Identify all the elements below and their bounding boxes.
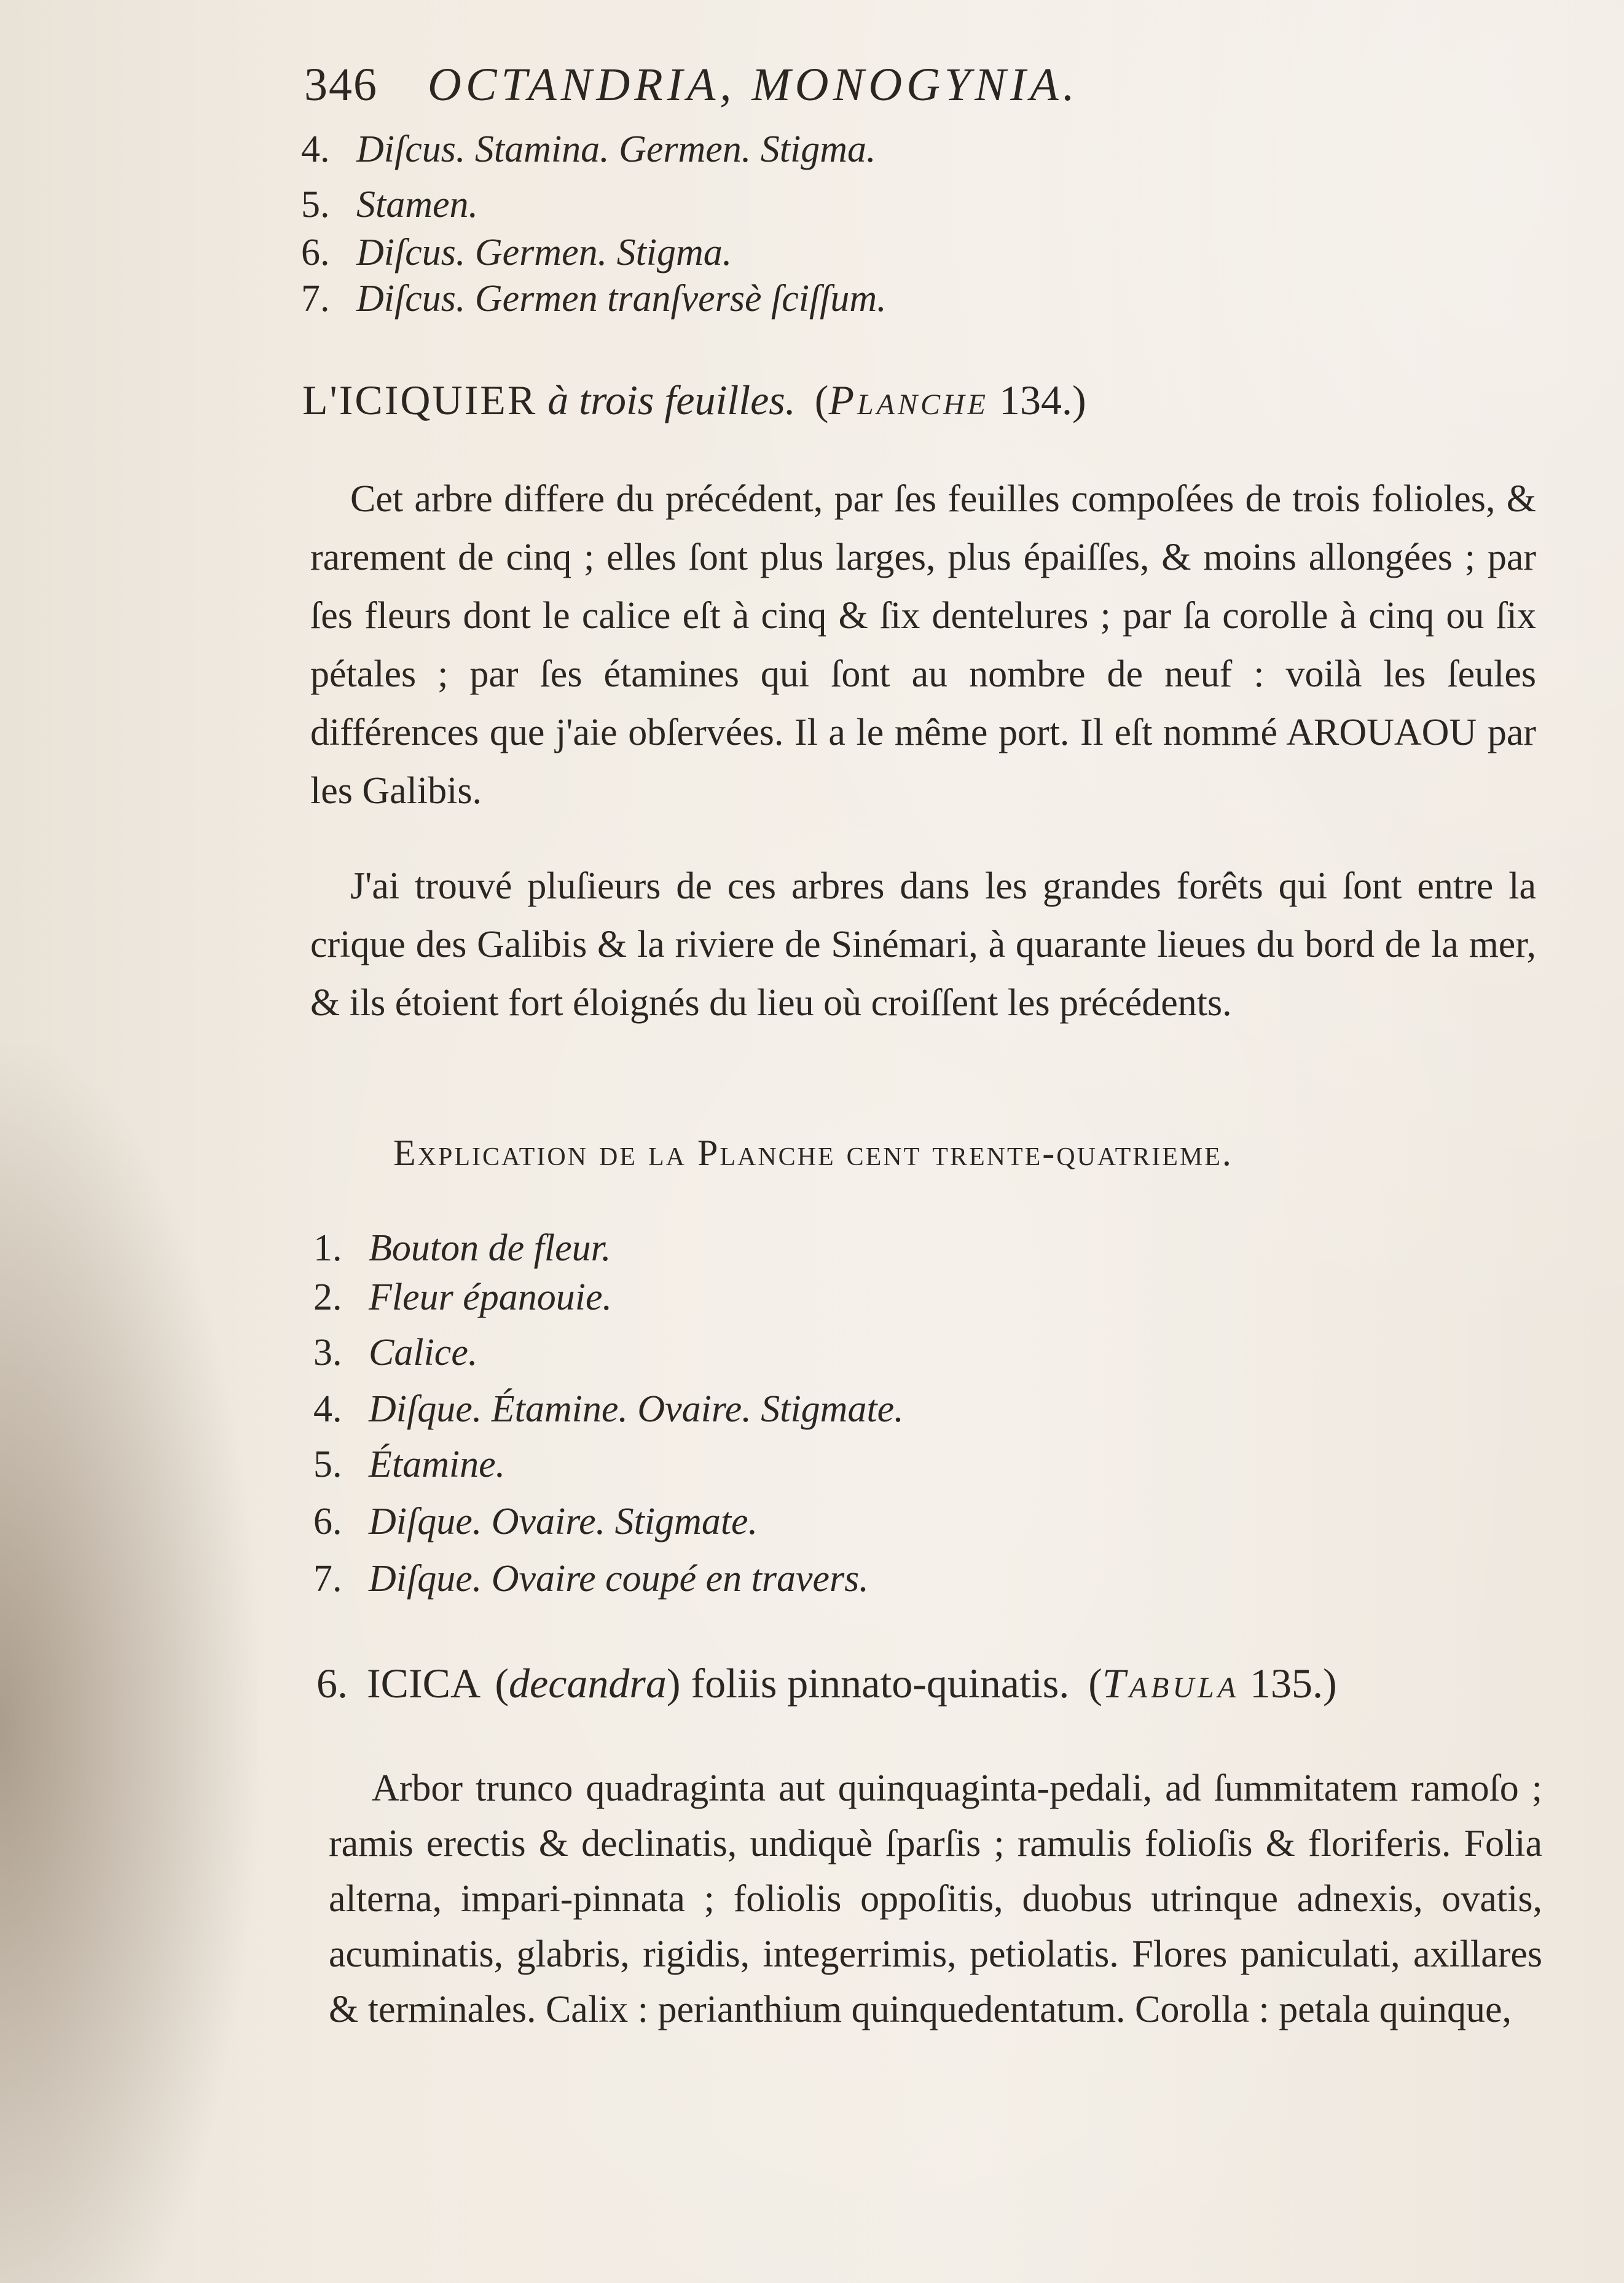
item-text: Stamen. — [356, 184, 479, 226]
epithet-close: ) — [666, 1660, 681, 1707]
plate-number: 134.) — [999, 377, 1086, 423]
item-text: Diſque. Ovaire. Stigmate. — [369, 1501, 758, 1542]
plate-open: ( — [814, 377, 829, 423]
item-text: Diſcus. Germen. Stigma. — [356, 232, 732, 273]
explanation-heading: Explication de la Planche cent trente-quatrieme. — [393, 1133, 1233, 1173]
item-text: Diſque. Ovaire coupé en travers. — [369, 1558, 869, 1600]
species-number: 6. — [316, 1660, 348, 1707]
item-text: Bouton de fleur. — [369, 1227, 611, 1269]
explanation-item — [313, 1390, 904, 1428]
item-number: 5. — [313, 1444, 342, 1485]
item-number: 2. — [313, 1276, 342, 1318]
explanation-item — [313, 1334, 477, 1372]
prev-explanation-item — [301, 130, 876, 168]
page-number: 346 — [304, 59, 378, 111]
species-title — [316, 1659, 1337, 1708]
page-shadow — [0, 1045, 258, 2283]
french-paragraph-2: J'ai trouvé pluſieurs de ces arbres dans les grandes forêts qui ſont entre la crique des Galibis & la riviere de Sinémari, à quarante lieues du bord de la mer, & ils étoient fort éloignés du lieu où croiſſent les précédents. — [310, 865, 1536, 1024]
item-number: 5. — [301, 184, 330, 226]
item-text: Fleur épanouie. — [369, 1276, 613, 1318]
explanation-item — [313, 1560, 869, 1598]
latin-description: Arbor trunco quadraginta aut quinquaginta-pedali, ad ſummitatem ramoſo ; ramis erectis & declinatis, undiquè ſparſis ; ramulis folioſis & floriferis. Folia alterna, impari-pinnata ; foliolis oppoſitis, duobus utrinque adnexis, ovatis, acuminatis, glabris, rigidis, integerrimis, petiolatis. Flores paniculati, axillares & terminales. Calix : perianthium quinquedentatum. Corolla : petala quinque, — [329, 1767, 1542, 2030]
prev-explanation-item — [301, 186, 478, 224]
explanation-item — [313, 1278, 612, 1316]
item-text: Calice. — [369, 1332, 478, 1373]
explanation-item — [313, 1229, 611, 1267]
explanation-item — [313, 1503, 758, 1541]
item-text: Diſcus. Germen tranſversè ſciſſum. — [356, 278, 887, 320]
item-number: 6. — [313, 1501, 342, 1542]
item-number: 7. — [301, 278, 330, 320]
tabula-word: Tabula — [1102, 1660, 1240, 1707]
item-number: 1. — [313, 1227, 342, 1269]
item-text: Diſque. Étamine. Ovaire. Stigmate. — [369, 1388, 904, 1430]
tabula-number: 135.) — [1250, 1660, 1337, 1707]
item-text: Étamine. — [369, 1444, 506, 1485]
french-paragraph-1: Cet arbre differe du précédent, par ſes feuilles compoſées de trois folioles, & rarement de cinq ; elles ſont plus larges, plus épaiſſes, & moins allongées ; par ſes fleurs dont le calice eſt à cinq & ſix dentelures ; par ſa corolle à cinq ou ſix pétales ; par ſes étamines qui ſont au nombre de neuf : voilà les ſeules différences que j'aie obſervées. Il a le même port. Il eſt nommé AROUAOU par les Galibis. — [310, 478, 1536, 812]
section-title — [302, 376, 1086, 425]
item-text: Diſcus. Stamina. Germen. Stigma. — [356, 128, 876, 170]
prev-explanation-item — [301, 234, 732, 272]
item-number: 3. — [313, 1332, 342, 1373]
explanation-item — [313, 1445, 505, 1483]
species-diagnosis: foliis pinnato-quinatis. — [691, 1660, 1070, 1707]
item-number: 4. — [313, 1388, 342, 1430]
epithet-open: ( — [495, 1660, 509, 1707]
genus-name: ICICA — [367, 1660, 479, 1707]
running-title: OCTANDRIA, MONOGYNIA. — [428, 59, 1079, 111]
species-epithet: decandra — [509, 1660, 667, 1707]
section-name: L'ICIQUIER — [302, 377, 538, 423]
plate-word: Planche — [828, 377, 989, 423]
item-number: 7. — [313, 1558, 342, 1600]
prev-explanation-item — [301, 280, 887, 318]
tabula-open: ( — [1088, 1660, 1102, 1707]
item-number: 4. — [301, 128, 330, 170]
section-qualifier: à trois feuilles. — [547, 377, 796, 423]
page-header — [304, 58, 1079, 112]
item-number: 6. — [301, 232, 330, 273]
